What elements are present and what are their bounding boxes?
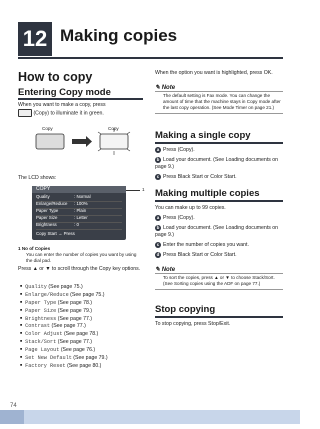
section-rule — [18, 98, 143, 100]
lcd-screen — [32, 186, 126, 240]
chapter-title: Making copies — [60, 26, 178, 45]
note-title: ✎ Note — [155, 267, 176, 273]
lcd-row: Brightness : 0 — [36, 222, 122, 230]
entering-text2-row — [18, 109, 143, 117]
lcd-shows-text: The LCD shows: — [18, 175, 57, 181]
list-item: ■ Contrast (See page 77.) — [20, 322, 145, 330]
lcd-footer: Copy Start → Press — [36, 231, 75, 236]
multi-steps — [155, 215, 283, 259]
copy-button-illustration — [32, 126, 132, 156]
step-item: a Press (Copy). — [156, 147, 195, 153]
list-item: ■ Factory Reset (See page 80.) — [20, 362, 145, 370]
entering-text1: When you want to make a copy, press — [18, 102, 106, 108]
callout-title: 1 No of Copies — [18, 246, 51, 251]
step-item: b Load your document. (See Loading documents on page 9.) — [155, 157, 279, 170]
list-item: ■ Brightness (See page 77.) — [20, 315, 145, 323]
note-text: To sort the copies, press ▲ or ▼ to choose Stack/Sort. (See Sorting copies using the ADF on page 77.) — [163, 274, 275, 286]
copy-button-icon — [18, 109, 32, 117]
step-item: d Press Black Start or Color Start. — [156, 252, 237, 258]
section-rule — [155, 142, 283, 144]
lcd-row: Enlarge/Reduce : 100% — [36, 201, 122, 209]
heading-single-copy: Making a single copy — [155, 130, 251, 141]
callout-text: You can enter the number of copies you want by using the dial pad. — [26, 252, 137, 263]
note-rule — [155, 113, 283, 114]
copy-label-right: Copy — [108, 126, 119, 131]
note-box-1 — [155, 84, 283, 113]
page-number: 74 — [10, 403, 17, 409]
note-text: The default setting is Fax mode. You can change the amount of time that the machine stays in Copy mode after the last copy operation. (See Mode Timer on page 21.) — [163, 92, 281, 110]
lcd-header: COPY — [32, 186, 126, 193]
heading-stop-copying: Stop copying — [155, 304, 216, 315]
callout-line — [126, 190, 140, 191]
heading-multiple-copies: Making multiple copies — [155, 188, 260, 199]
list-item: ■ Paper Type (See page 78.) — [20, 299, 145, 307]
chapter-number: 12 — [18, 22, 52, 56]
note-rule — [155, 91, 283, 92]
note-icon: ✎ — [155, 267, 162, 273]
note-rule — [155, 289, 283, 290]
section-rule — [155, 316, 283, 318]
step-item: c Press Black Start or Color Start. — [156, 174, 237, 180]
multi-intro: You can make up to 99 copies. — [155, 205, 226, 211]
note-rule — [155, 273, 283, 274]
heading-entering-copy: Entering Copy mode — [18, 87, 111, 98]
step-item: b Load your document. (See Loading documents on page 9.) — [155, 225, 279, 238]
scroll-instruction: Press ▲ or ▼ to scroll through the Copy key options. — [18, 266, 141, 272]
list-item: ■ Stack/Sort (See page 77.) — [20, 338, 145, 346]
options-list — [20, 283, 145, 370]
note-box-2 — [155, 266, 283, 289]
option-highlight-text: When the option you want is highlighted, press OK. — [155, 70, 273, 76]
step-item: c Enter the number of copies you want. — [156, 242, 249, 248]
list-item: ■ Page Layout (See page 76.) — [20, 346, 145, 354]
chapter-rule — [18, 57, 283, 59]
entering-text2: (Copy) to illuminate it in green. — [33, 110, 104, 117]
list-item: ■ Paper Size (See page 79.) — [20, 307, 145, 315]
list-item: ■ Quality (See page 75.) — [20, 283, 145, 291]
lcd-row: Paper Size : Letter — [36, 215, 122, 223]
note-title: ✎ Note — [155, 85, 176, 91]
note-icon: ✎ — [155, 85, 162, 91]
step-item: a Press (Copy). — [156, 215, 195, 221]
callout-number: 1 — [142, 187, 145, 192]
single-steps — [155, 147, 283, 181]
copy-label-left: Copy — [42, 126, 53, 131]
page-footer — [0, 400, 300, 424]
lcd-row: Paper Type : Plain — [36, 208, 122, 216]
section-rule — [155, 200, 283, 202]
lcd-row: Quality : Normal — [36, 194, 122, 202]
list-item: ■ Enlarge/Reduce (See page 75.) — [20, 291, 145, 299]
heading-how-to-copy: How to copy — [18, 70, 93, 84]
list-item: ■ Color Adjust (See page 78.) — [20, 330, 145, 338]
stop-text: To stop copying, press Stop/Exit. — [155, 321, 231, 327]
list-item: ■ Set New Default (See page 79.) — [20, 354, 145, 362]
